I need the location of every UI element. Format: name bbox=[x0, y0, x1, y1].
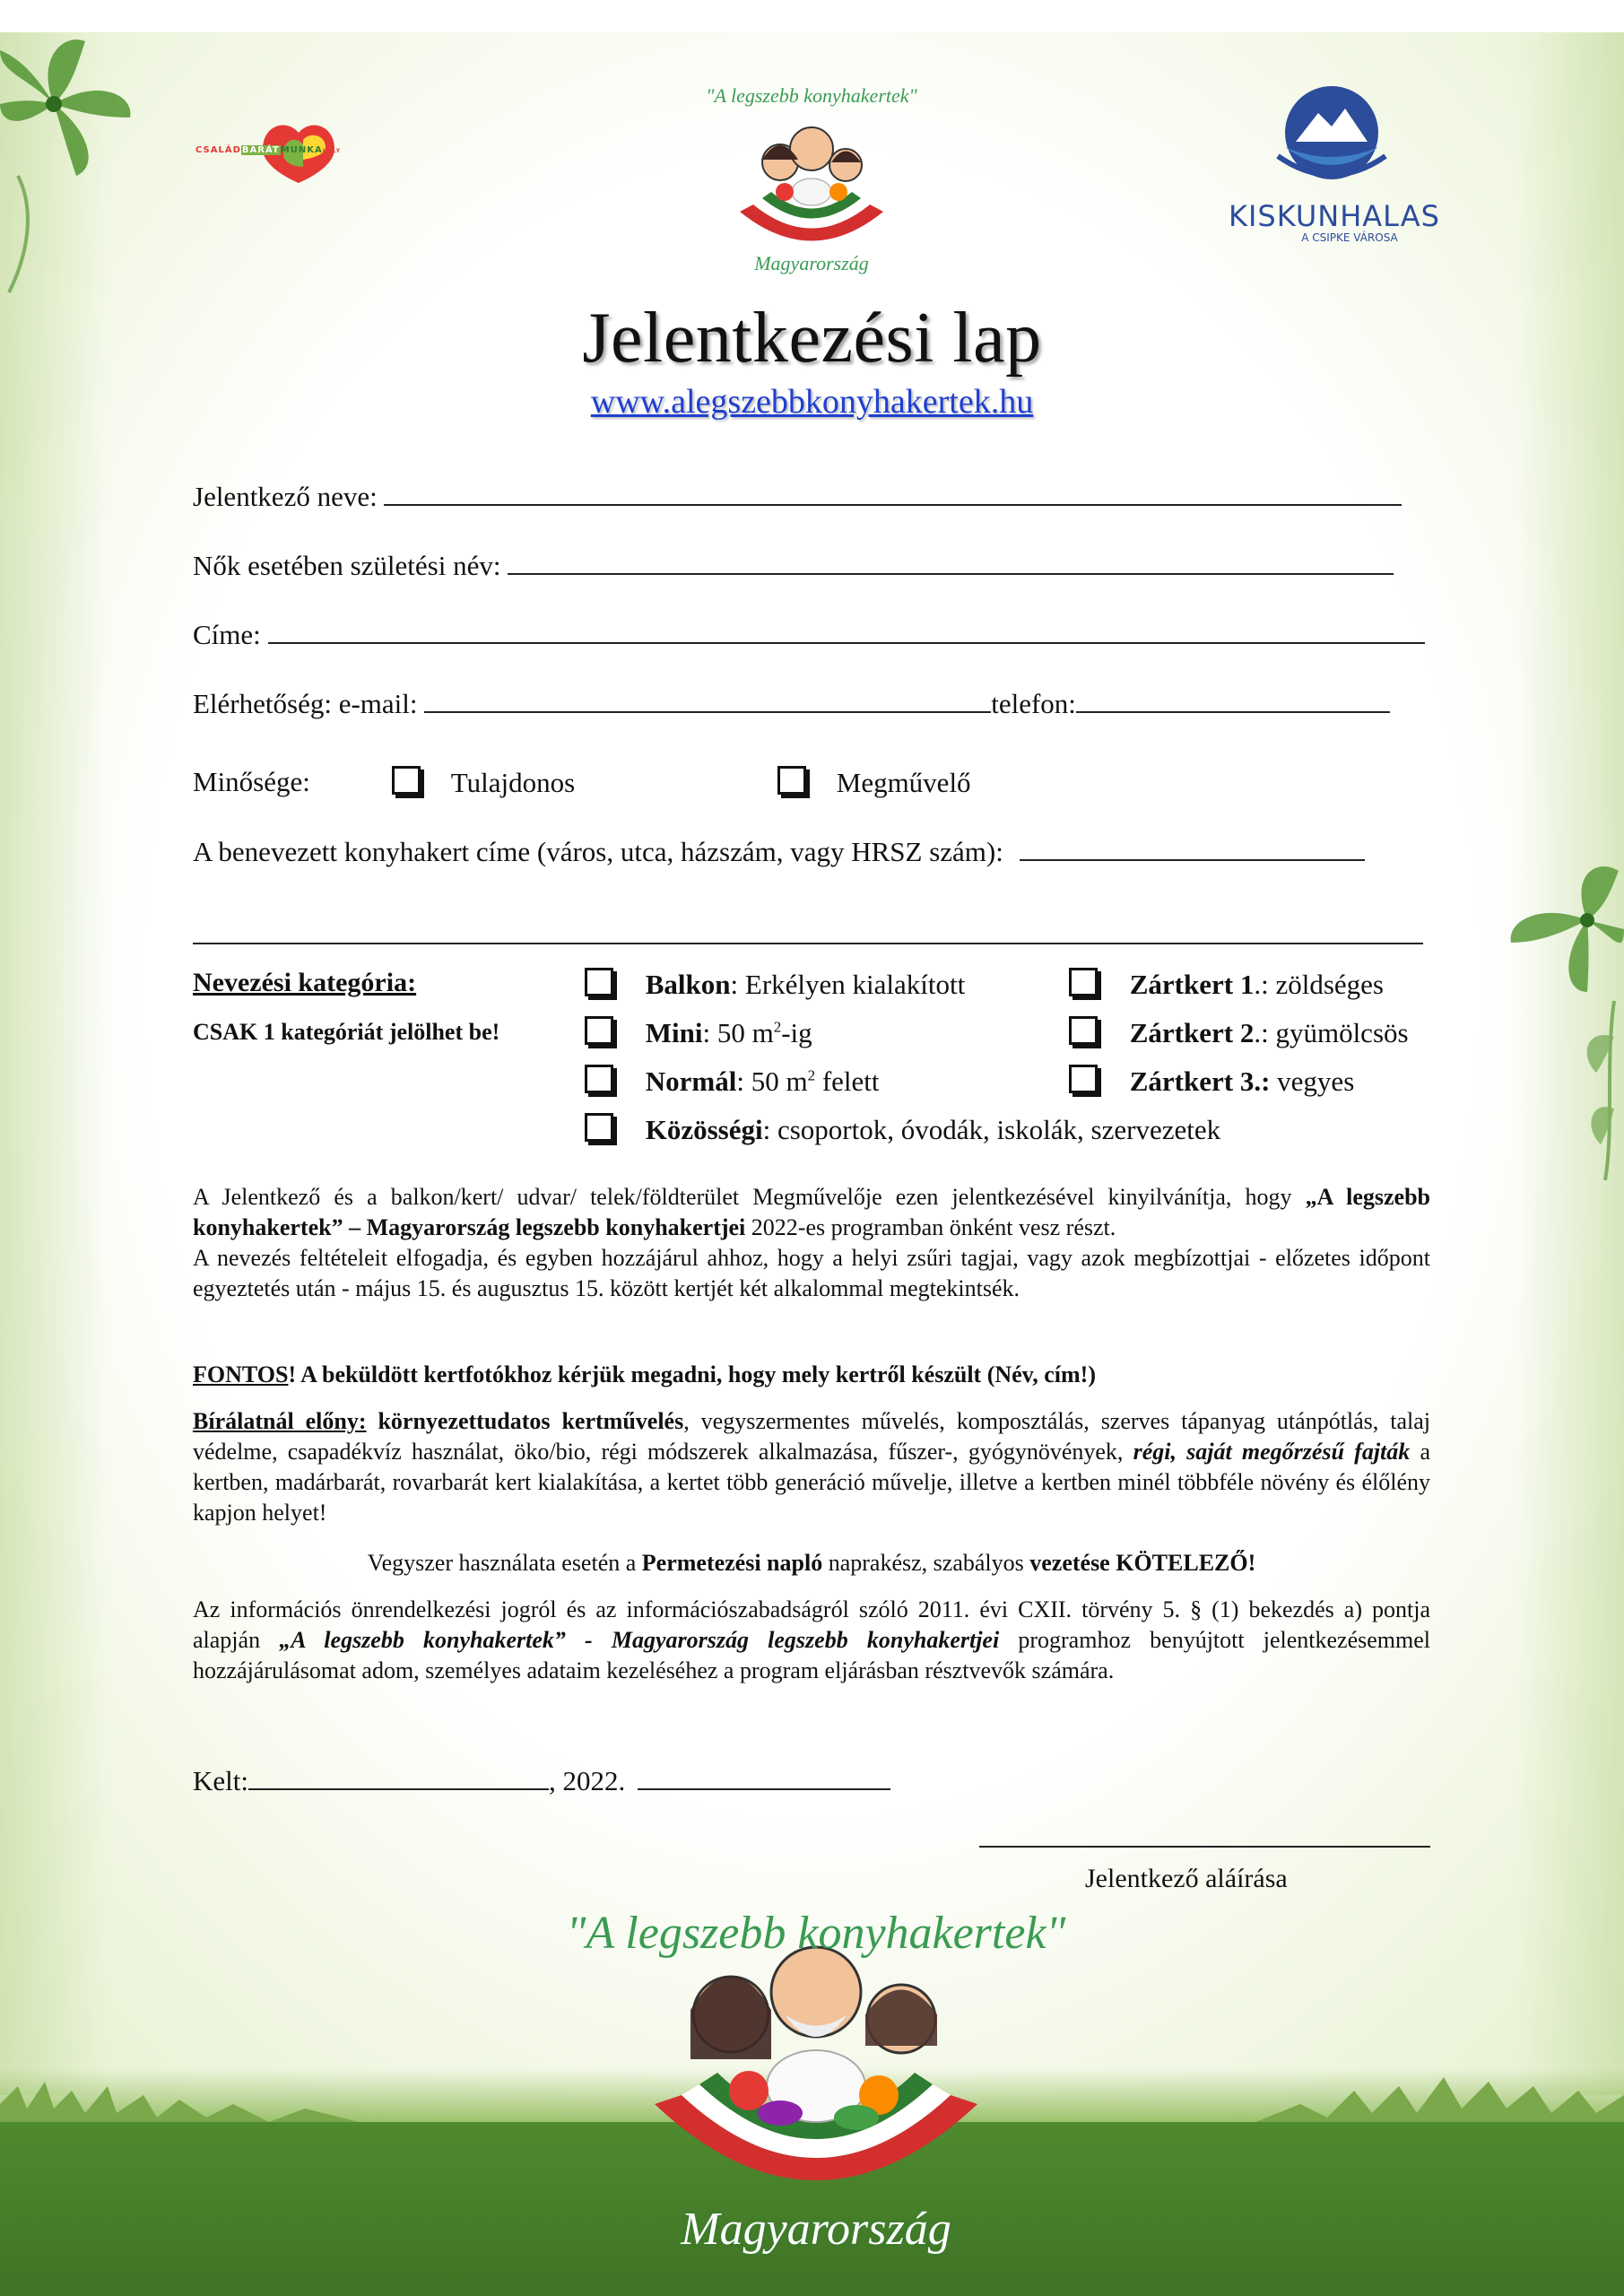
normal-desc-a: : 50 m bbox=[736, 1065, 808, 1097]
category-heading: Nevezési kategória: bbox=[193, 968, 417, 997]
zartkert-2-name: Zártkert 2 bbox=[1129, 1017, 1255, 1048]
privacy-text-a: Az információs önrendelkezési jogról és az információszabadságról szóló 2011. évi CXII. törvény 5. § (1) bekezdés a) pontja alapján bbox=[193, 1596, 1430, 1653]
place-field[interactable] bbox=[248, 1767, 549, 1790]
logo-word-barat: BARÁT bbox=[241, 145, 280, 155]
balkon-desc: : Erkélyen kialakított bbox=[730, 969, 966, 1000]
logo-word-munka: MUNKA bbox=[280, 145, 323, 155]
zartkert-3-checkbox[interactable] bbox=[1069, 1065, 1098, 1093]
owner-option[interactable] bbox=[392, 766, 575, 799]
balkon-name: Balkon bbox=[645, 969, 731, 1000]
address-field[interactable] bbox=[268, 621, 1425, 644]
privacy-text-c: programhoz benyújtott jelentkezésemmel hozzájárulásomat adom, személyes adataim kezeléséhez a program eljárásban résztvevők számára. bbox=[193, 1627, 1430, 1683]
declaration-text-a: A Jelentkező és a balkon/kert/ udvar/ telek/földterület Megművelője ezen jelentkezésével kinyilvánítja, hogy bbox=[193, 1184, 1306, 1210]
privacy-program-name: „A legszebb konyhakertek” - Magyarország legszebb konyhakertjei bbox=[279, 1627, 1000, 1653]
logo-header-slogan: "A legszebb konyhakertek" bbox=[706, 84, 917, 107]
garden-address-label: A benevezett konyhakert címe (város, utca, házszám, vagy HRSZ szám): bbox=[193, 836, 1003, 867]
kiskunhalas-emblem-icon bbox=[1229, 77, 1435, 194]
name-row bbox=[193, 481, 1402, 513]
zartkert-1-checkbox[interactable] bbox=[1069, 968, 1098, 996]
zartkert-2-checkbox[interactable] bbox=[1069, 1016, 1098, 1045]
name-field[interactable] bbox=[384, 483, 1402, 506]
important-note bbox=[193, 1360, 1430, 1390]
important-text: ! A beküldött kertfotókhoz kérjük megadni, hogy mely kertről készült (Név, cím!) bbox=[288, 1361, 1096, 1387]
cultivator-checkbox[interactable] bbox=[777, 766, 806, 795]
garden-address-row bbox=[193, 836, 1365, 868]
konyhakertek-logo-footer bbox=[556, 1880, 1076, 2296]
leaf-decoration-top-left bbox=[0, 32, 179, 301]
address-label: Címe: bbox=[193, 619, 261, 650]
logo-word-csalad: CSALÁD bbox=[195, 145, 241, 155]
mini-checkbox[interactable] bbox=[585, 1016, 613, 1045]
owner-checkbox[interactable] bbox=[392, 766, 421, 795]
zartkert-1-desc: .: zöldséges bbox=[1254, 969, 1384, 1000]
pesticide-log-bold: Permetezési napló bbox=[641, 1550, 823, 1576]
mini-sup: 2 bbox=[773, 1018, 782, 1036]
evaluation-text-end: a kertben, madárbarát, rovarbarát kert kialakítása, a kertet több generáció művelje, illetve a kertben minél többféle növény és élőlény kapjon helyet! bbox=[193, 1439, 1431, 1526]
csaladbarat-munkahely-logo bbox=[195, 113, 384, 185]
form-page bbox=[0, 32, 1624, 2296]
declaration-paragraph bbox=[193, 1182, 1430, 1304]
pesticide-text-c: naprakész, szabályos bbox=[822, 1550, 1030, 1576]
date-field[interactable] bbox=[638, 1767, 890, 1790]
evaluation-paragraph bbox=[193, 1406, 1430, 1528]
email-field[interactable] bbox=[424, 690, 991, 713]
zartkert-3-desc: vegyes bbox=[1270, 1065, 1355, 1097]
pesticide-note bbox=[193, 1548, 1430, 1578]
maiden-name-field[interactable] bbox=[508, 552, 1394, 575]
mini-name: Mini bbox=[645, 1017, 703, 1048]
zartkert-1-name: Zártkert 1 bbox=[1129, 969, 1255, 1000]
kozossegi-name: Közösségi bbox=[645, 1114, 763, 1145]
email-label: Elérhetőség: e-mail: bbox=[193, 688, 418, 719]
signature-label: Jelentkező aláírása bbox=[1085, 1864, 1288, 1893]
logo-footer-country: Magyarország bbox=[681, 2204, 951, 2255]
quality-row bbox=[193, 766, 310, 798]
logo-header-country: Magyarország bbox=[754, 252, 869, 274]
normal-checkbox[interactable] bbox=[585, 1065, 613, 1093]
category-balkon[interactable] bbox=[585, 968, 965, 1001]
kozossegi-checkbox[interactable] bbox=[585, 1113, 613, 1142]
website-link[interactable]: www.alegszebbkonyhakertek.hu bbox=[590, 383, 1034, 421]
date-row bbox=[193, 1765, 890, 1797]
kelt-label: Kelt: bbox=[193, 1765, 248, 1796]
phone-field[interactable] bbox=[1076, 690, 1390, 713]
pesticide-text-a: Vegyszer használata esetén a bbox=[367, 1550, 642, 1576]
category-normal[interactable] bbox=[585, 1065, 880, 1098]
pesticide-mandatory: vezetése KÖTELEZŐ! bbox=[1029, 1550, 1256, 1576]
maiden-name-label: Nők esetében születési név: bbox=[193, 550, 501, 581]
category-zartkert-1[interactable] bbox=[1069, 968, 1384, 1001]
quality-label: Minősége: bbox=[193, 766, 310, 797]
kiskunhalas-logo bbox=[1229, 77, 1440, 248]
signature-field[interactable] bbox=[979, 1846, 1430, 1848]
mini-desc-a: : 50 m bbox=[702, 1017, 774, 1048]
leaf-decoration-right bbox=[1489, 857, 1624, 1180]
declaration-text-d: A nevezés feltételeit elfogadja, és egyben hozzájárul ahhoz, hogy a helyi zsűri tagjai, vagy azok megbízottjai - előzetes időpont egyeztetés után - május 15. és augusztus 15. között kertjét két alkalommal megtekintsék. bbox=[193, 1245, 1430, 1301]
zartkert-2-desc: .: gyümölcsös bbox=[1254, 1017, 1409, 1048]
konyhakertek-logo-header bbox=[686, 77, 937, 283]
maiden-name-row bbox=[193, 550, 1394, 582]
normal-desc-b: felett bbox=[815, 1065, 880, 1097]
year-label: , 2022. bbox=[549, 1765, 626, 1796]
logo-word-hely: HELY bbox=[322, 148, 342, 154]
category-zartkert-3[interactable] bbox=[1069, 1065, 1354, 1098]
phone-label: telefon: bbox=[991, 688, 1076, 719]
kozossegi-desc: : csoportok, óvodák, iskolák, szervezetek bbox=[762, 1114, 1221, 1145]
name-label: Jelentkező neve: bbox=[193, 481, 378, 512]
category-zartkert-2[interactable] bbox=[1069, 1016, 1409, 1049]
program-name-bold: „A legszebb konyhakertek” – Magyarország legszebb konyhakertjei bbox=[193, 1184, 1430, 1240]
category-note: CSAK 1 kategóriát jelölhet be! bbox=[193, 1019, 500, 1045]
logo-footer-slogan: "A legszebb konyhakertek" bbox=[566, 1908, 1066, 1959]
evaluation-label: Bírálatnál előny: bbox=[193, 1408, 367, 1434]
category-kozossegi[interactable] bbox=[585, 1113, 1220, 1146]
privacy-paragraph bbox=[193, 1595, 1430, 1686]
important-label: FONTOS bbox=[193, 1361, 289, 1387]
address-row bbox=[193, 619, 1425, 651]
evaluation-bold: környezettudatos kertművelés bbox=[366, 1408, 684, 1434]
garden-address-field-line2[interactable] bbox=[193, 943, 1423, 944]
normal-name: Normál bbox=[645, 1065, 737, 1097]
evaluation-text: , vegyszermentes művelés, komposztálás, szerves tápanyag utánpótlás, talaj védelme, csapadékvíz használat, öko/bio, régi módszerek alkalmazása, fűszer-, gyógynövények, bbox=[193, 1408, 1430, 1465]
contact-row bbox=[193, 688, 1390, 720]
declaration-text-c: 2022-es programban önként vesz részt. bbox=[745, 1214, 1116, 1240]
cultivator-option[interactable] bbox=[777, 766, 971, 799]
kiskunhalas-name: KISKUNHALAS bbox=[1229, 199, 1440, 233]
normal-sup: 2 bbox=[807, 1066, 816, 1084]
category-mini[interactable] bbox=[585, 1016, 812, 1049]
cultivator-label: Megművelő bbox=[836, 767, 971, 798]
mini-desc-b: -ig bbox=[781, 1017, 812, 1048]
evaluation-italic: régi, saját megőrzésű fajták bbox=[1133, 1439, 1411, 1465]
zartkert-3-name: Zártkert 3.: bbox=[1129, 1065, 1271, 1097]
owner-label: Tulajdonos bbox=[450, 767, 576, 798]
kiskunhalas-subtitle: A CSIPKE VÁROSA bbox=[1301, 231, 1398, 244]
page-title: Jelentkezési lap bbox=[582, 299, 1042, 378]
garden-address-field[interactable] bbox=[1020, 838, 1365, 861]
balkon-checkbox[interactable] bbox=[585, 968, 613, 996]
